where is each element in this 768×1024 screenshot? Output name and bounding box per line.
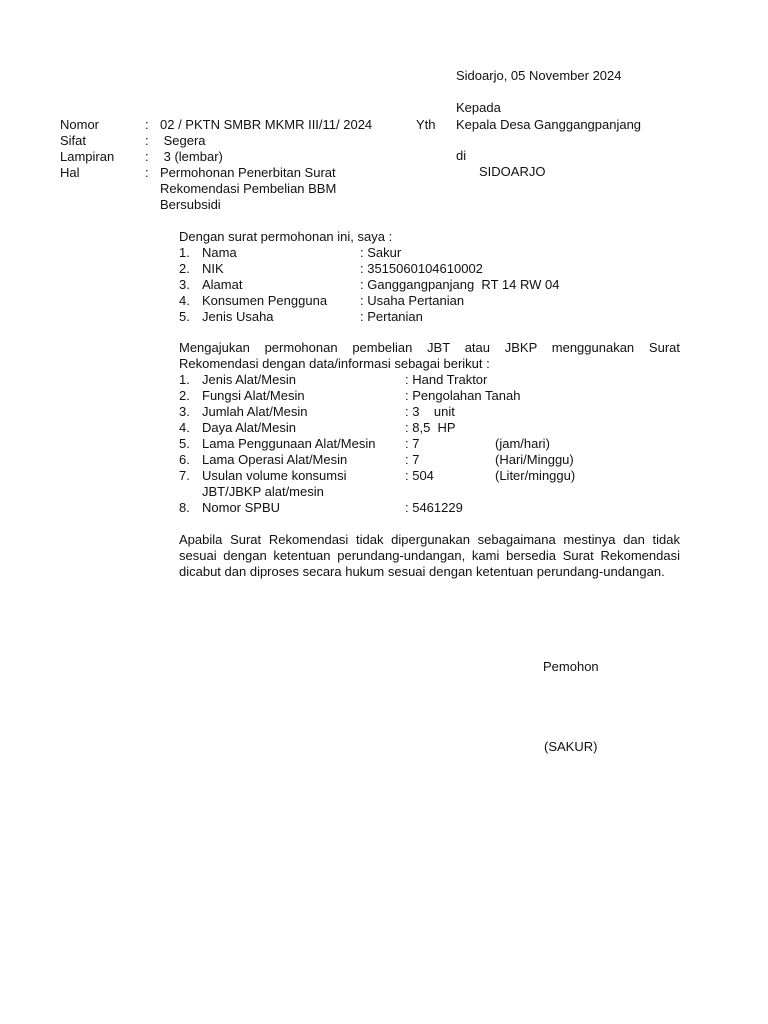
item-value: : 8,5 HP: [405, 420, 456, 435]
list-item: [179, 484, 679, 500]
recipient-yth: Yth: [416, 117, 436, 132]
item-label: Jumlah Alat/Mesin: [202, 404, 308, 419]
list-item: [179, 277, 599, 293]
item-value: : 3515060104610002: [360, 261, 483, 276]
item-label: Fungsi Alat/Mesin: [202, 388, 305, 403]
item-number: 6.: [179, 452, 190, 467]
item-number: 3.: [179, 404, 190, 419]
item-unit: (Hari/Minggu): [495, 452, 574, 467]
item-label: NIK: [202, 261, 224, 276]
item-label: Lama Penggunaan Alat/Mesin: [202, 436, 376, 451]
item-value: : Sakur: [360, 245, 402, 260]
list-item: [179, 388, 679, 404]
item-number: 8.: [179, 500, 190, 515]
item-label: Daya Alat/Mesin: [202, 420, 296, 435]
item-label: Nomor SPBU: [202, 500, 281, 515]
meta-colon: :: [145, 149, 149, 164]
item-unit: (jam/hari): [495, 436, 550, 451]
item-value: : Pertanian: [360, 309, 423, 324]
recipient-kepada: Kepada: [456, 100, 501, 115]
item-value: : Pengolahan Tanah: [405, 388, 521, 403]
item-number: 2.: [179, 261, 190, 276]
signature-role: Pemohon: [543, 659, 599, 674]
item-number: 1.: [179, 372, 190, 387]
meta-value: 3 (lembar): [160, 149, 223, 164]
item-label: Lama Operasi Alat/Mesin: [202, 452, 348, 467]
item-value: : 504: [405, 468, 434, 483]
item-number: 1.: [179, 245, 190, 260]
item-label: JBT/JBKP alat/mesin: [202, 484, 324, 499]
list-item: [179, 452, 679, 468]
recipient-name: Kepala Desa Ganggangpanjang: [456, 117, 642, 132]
list-item: [179, 420, 679, 436]
list-item: [179, 404, 679, 420]
item-number: 7.: [179, 468, 190, 483]
list-item: [179, 468, 679, 484]
meta-label: Lampiran: [60, 149, 115, 164]
meta-colon: :: [145, 133, 149, 148]
list-item: [179, 309, 599, 325]
place-date: Sidoarjo, 05 November 2024: [456, 68, 622, 83]
meta-value: Permohonan Penerbitan Surat: [160, 165, 336, 180]
item-label: Usulan volume konsumsi: [202, 468, 347, 483]
meta-label: Sifat: [60, 133, 87, 148]
item-value: : 3 unit: [405, 404, 455, 419]
list-item: [179, 436, 679, 452]
list-item: [179, 261, 599, 277]
meta-colon: :: [145, 117, 149, 132]
meta-row-hal: [60, 165, 400, 181]
meta-value-continued: Bersubsidi: [160, 197, 221, 212]
meta-label: Hal: [60, 165, 80, 180]
list-item: [179, 500, 679, 516]
item-label: Jenis Alat/Mesin: [202, 372, 296, 387]
meta-value: 02 / PKTN SMBR MKMR III/11/ 2024: [160, 117, 373, 132]
recipient-di: di: [456, 148, 467, 163]
recipient-city: SIDOARJO: [479, 164, 546, 179]
item-label: Nama: [202, 245, 237, 260]
item-value: : 7: [405, 436, 420, 451]
item-number: 3.: [179, 277, 190, 292]
list-item: [179, 372, 679, 388]
meta-label: Nomor: [60, 117, 100, 132]
item-value: : Usaha Pertanian: [360, 293, 465, 308]
item-value: : 5461229: [405, 500, 463, 515]
meta-row-sifat: [60, 133, 400, 149]
meta-colon: :: [145, 165, 149, 180]
intro-text: Dengan surat permohonan ini, saya :: [179, 229, 393, 244]
closing-paragraph: Apabila Surat Rekomendasi tidak dipergunakan sebagaimana mestinya dan tidak sesuai dengan ketentuan perundang-undangan, kami bersedia Surat Rekomendasi dicabut dan diproses secara hukum sesuai dengan ketentuan perundang-undangan.: [179, 532, 680, 579]
list-item: [179, 245, 599, 261]
item-number: 5.: [179, 309, 190, 324]
item-label: Jenis Usaha: [202, 309, 274, 324]
meta-value: Segera: [160, 133, 206, 148]
item-label: Alamat: [202, 277, 243, 292]
signature-name: (SAKUR): [544, 739, 598, 754]
item-number: 2.: [179, 388, 190, 403]
item-value: : 7: [405, 452, 420, 467]
item-number: 5.: [179, 436, 190, 451]
list-item: [179, 293, 599, 309]
item-number: 4.: [179, 420, 190, 435]
meta-value-continued: Rekomendasi Pembelian BBM: [160, 181, 337, 196]
item-value: : Ganggangpanjang RT 14 RW 04: [360, 277, 560, 292]
item-label: Konsumen Pengguna: [202, 293, 328, 308]
item-number: 4.: [179, 293, 190, 308]
meta-row-lampiran: [60, 149, 400, 165]
request-paragraph: Mengajukan permohonan pembelian JBT atau JBKP menggunakan Surat Rekomendasi dengan data/informasi sebagai berikut :: [179, 340, 680, 371]
item-value: : Hand Traktor: [405, 372, 488, 387]
item-unit: (Liter/minggu): [495, 468, 576, 483]
meta-row-nomor: [60, 117, 400, 133]
